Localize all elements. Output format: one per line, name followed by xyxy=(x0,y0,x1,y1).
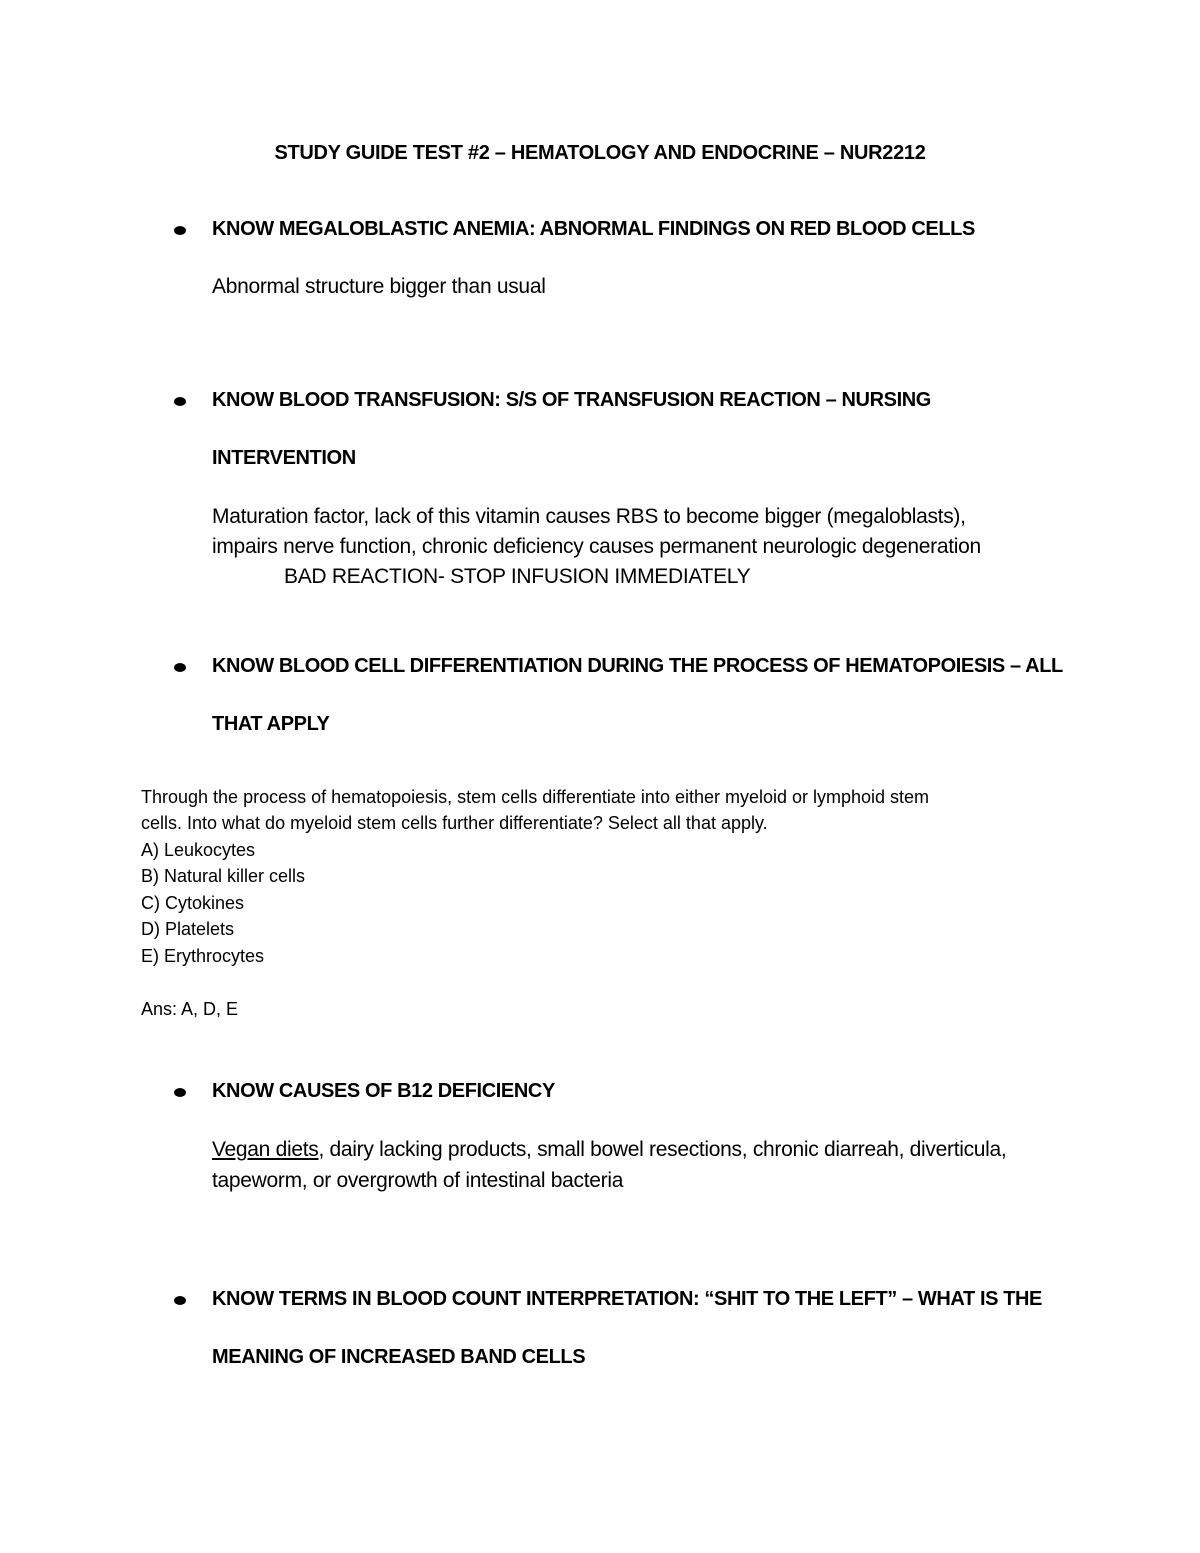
body-text-rest: , dairy lacking products, small bowel resections, chronic diarreah, diverticula, xyxy=(318,1138,1007,1161)
section-body: Abnormal structure bigger than usual xyxy=(212,275,546,298)
bullet-point xyxy=(174,1088,186,1097)
bullet-point xyxy=(174,397,186,406)
section-heading: KNOW MEGALOBLASTIC ANEMIA: ABNORMAL FINDINGS ON RED BLOOD CELLS xyxy=(212,218,975,240)
underlined-text: Vegan diets xyxy=(212,1138,319,1161)
section-heading: KNOW CAUSES OF B12 DEFICIENCY xyxy=(212,1080,555,1102)
document-title: STUDY GUIDE TEST #2 – HEMATOLOGY AND ENDOCRINE – NUR2212 xyxy=(274,142,926,164)
section-heading: KNOW BLOOD CELL DIFFERENTIATION DURING THE PROCESS OF HEMATOPOIESIS – ALL xyxy=(212,655,1063,677)
section-body: Maturation factor, lack of this vitamin causes RBS to become bigger (megaloblasts), xyxy=(212,505,966,528)
section-heading: KNOW TERMS IN BLOOD COUNT INTERPRETATION: “SHIT TO THE LEFT” – WHAT IS THE xyxy=(212,1288,1043,1310)
question-option: C) Cytokines xyxy=(141,893,245,913)
section-body-indented: BAD REACTION- STOP INFUSION IMMEDIATELY xyxy=(284,565,751,588)
section-heading-continued: MEANING OF INCREASED BAND CELLS xyxy=(212,1346,586,1368)
section-body xyxy=(212,1135,1006,1165)
bullet-point xyxy=(174,226,186,235)
question-text: cells. Into what do myeloid stem cells further differentiate? Select all that apply. xyxy=(141,813,768,833)
section-heading: KNOW BLOOD TRANSFUSION: S/S OF TRANSFUSION REACTION – NURSING xyxy=(212,389,931,411)
section-heading-continued: INTERVENTION xyxy=(212,447,356,469)
section-heading-continued: THAT APPLY xyxy=(212,713,330,735)
question-text: Through the process of hematopoiesis, stem cells differentiate into either myeloid or lymphoid stem xyxy=(141,787,930,807)
bullet-point xyxy=(174,1296,186,1305)
section-body: impairs nerve function, chronic deficiency causes permanent neurologic degeneration xyxy=(212,535,981,558)
question-answer: Ans: A, D, E xyxy=(141,999,239,1019)
question-option: E) Erythrocytes xyxy=(141,946,265,966)
question-option: D) Platelets xyxy=(141,919,235,939)
bullet-point xyxy=(174,663,186,672)
section-body: tapeworm, or overgrowth of intestinal bacteria xyxy=(212,1169,624,1192)
question-option: A) Leukocytes xyxy=(141,840,256,860)
question-option: B) Natural killer cells xyxy=(141,866,306,886)
